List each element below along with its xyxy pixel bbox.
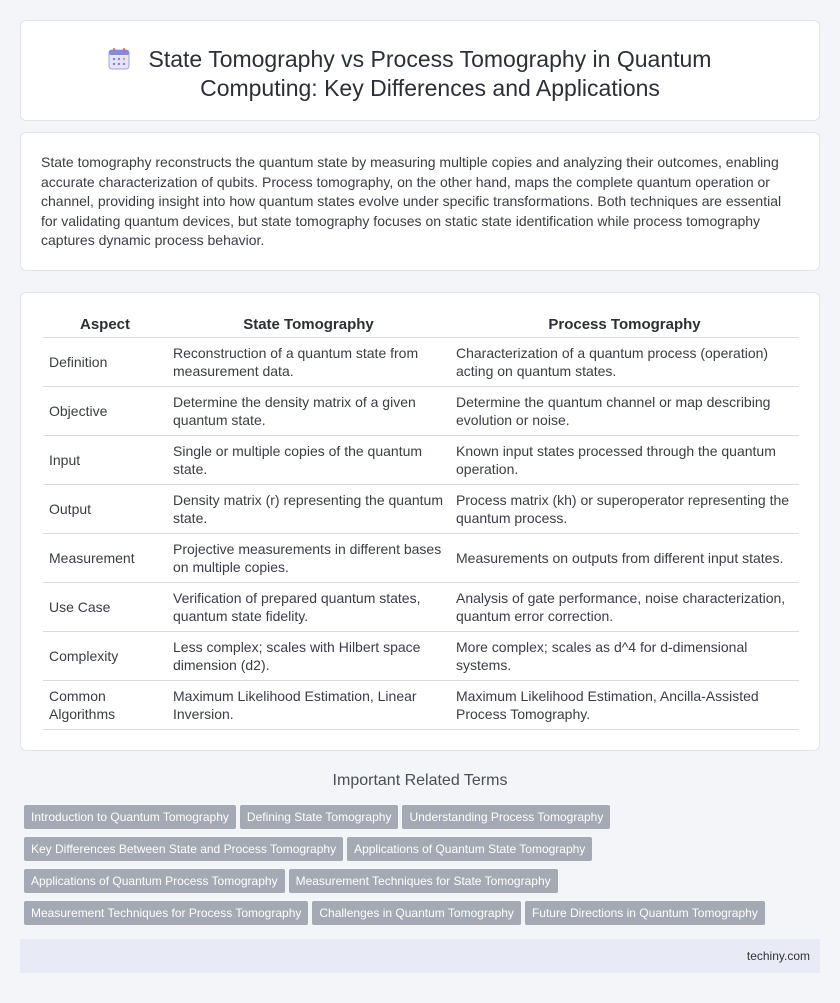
related-term-tag[interactable]: Applications of Quantum Process Tomography (24, 869, 285, 893)
table-cell-aspect: Use Case (43, 583, 167, 632)
page-title: State Tomography vs Process Tomography in Quantum Computing: Key Differences and Applications (148, 46, 712, 101)
table-cell-process: Measurements on outputs from different input states. (450, 534, 799, 583)
comparison-table-card (20, 292, 820, 751)
column-header-process: Process Tomography (450, 313, 799, 338)
related-term-tag[interactable]: Applications of Quantum State Tomography (347, 837, 592, 861)
table-cell-state: Less complex; scales with Hilbert space dimension (d2). (167, 632, 450, 681)
table-row (43, 485, 799, 534)
table-row (43, 583, 799, 632)
table-row (43, 632, 799, 681)
table-cell-aspect: Objective (43, 387, 167, 436)
table-cell-process: Determine the quantum channel or map describing evolution or noise. (450, 387, 799, 436)
table-cell-process: Process matrix (kh) or superoperator representing the quantum process. (450, 485, 799, 534)
table-cell-aspect: Common Algorithms (43, 681, 167, 730)
table-row (43, 387, 799, 436)
footer (20, 939, 820, 973)
table-cell-aspect: Definition (43, 338, 167, 387)
table-header-row (43, 313, 799, 338)
table-row (43, 534, 799, 583)
intro-card (20, 132, 820, 271)
related-term-tag[interactable]: Defining State Tomography (240, 805, 399, 829)
table-cell-process: Characterization of a quantum process (operation) acting on quantum states. (450, 338, 799, 387)
table-cell-aspect: Measurement (43, 534, 167, 583)
table-cell-process: Analysis of gate performance, noise characterization, quantum error correction. (450, 583, 799, 632)
footer-site-link[interactable]: techiny.com (746, 949, 810, 963)
table-cell-aspect: Input (43, 436, 167, 485)
column-header-aspect: Aspect (43, 313, 167, 338)
table-row (43, 681, 799, 730)
related-terms-title: Important Related Terms (332, 772, 508, 789)
comparison-table (43, 313, 799, 730)
related-term-tag[interactable]: Challenges in Quantum Tomography (312, 901, 521, 925)
related-term-tag[interactable]: Measurement Techniques for State Tomography (289, 869, 558, 893)
table-cell-process: More complex; scales as d^4 for d-dimensional systems. (450, 632, 799, 681)
table-cell-process: Maximum Likelihood Estimation, Ancilla-Assisted Process Tomography. (450, 681, 799, 730)
table-row (43, 338, 799, 387)
title-card (20, 20, 820, 121)
table-cell-aspect: Complexity (43, 632, 167, 681)
related-term-tag[interactable]: Measurement Techniques for Process Tomography (24, 901, 308, 925)
column-header-state: State Tomography (167, 313, 450, 338)
table-cell-state: Density matrix (r) representing the quantum state. (167, 485, 450, 534)
related-term-tag[interactable]: Introduction to Quantum Tomography (24, 805, 236, 829)
table-cell-state: Determine the density matrix of a given quantum state. (167, 387, 450, 436)
related-term-tag[interactable]: Understanding Process Tomography (402, 805, 610, 829)
table-cell-state: Projective measurements in different bases on multiple copies. (167, 534, 450, 583)
related-terms-list (24, 805, 804, 933)
table-cell-process: Known input states processed through the quantum operation. (450, 436, 799, 485)
table-cell-state: Verification of prepared quantum states, quantum state fidelity. (167, 583, 450, 632)
related-term-tag[interactable]: Key Differences Between State and Process Tomography (24, 837, 343, 861)
table-cell-state: Maximum Likelihood Estimation, Linear Inversion. (167, 681, 450, 730)
table-row (43, 436, 799, 485)
table-cell-state: Single or multiple copies of the quantum state. (167, 436, 450, 485)
related-term-tag[interactable]: Future Directions in Quantum Tomography (525, 901, 765, 925)
intro-paragraph: State tomography reconstructs the quantum state by measuring multiple copies and analyzing their outcomes, enabling accurate characterization of qubits. Process tomography, on the other hand, maps the complete quantum operation or channel, providing insight into how quantum states evolve under specific transformations. Both techniques are essential for validating quantum devices, but state tomography focuses on static state identification while process tomography captures dynamic process behavior. (41, 154, 782, 248)
table-cell-aspect: Output (43, 485, 167, 534)
table-cell-state: Reconstruction of a quantum state from measurement data. (167, 338, 450, 387)
